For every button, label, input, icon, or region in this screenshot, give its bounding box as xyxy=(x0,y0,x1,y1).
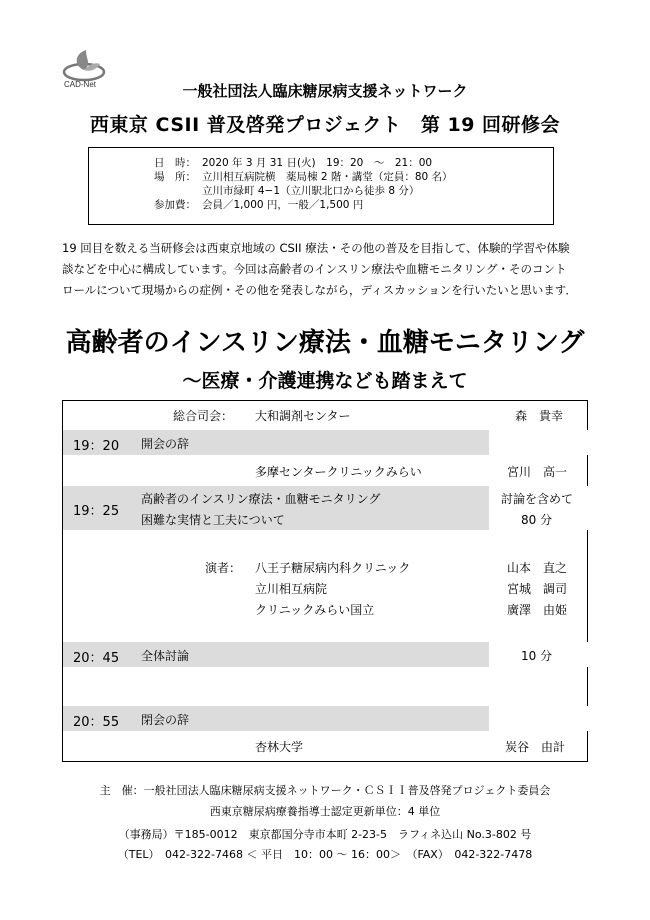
address-row xyxy=(154,184,553,198)
speaker-name: 廣澤 由姫 xyxy=(507,603,568,617)
address-value: 立川市緑町 4−1（立川駅北口から徒歩 8 分） xyxy=(202,185,420,197)
organization-name: 一般社団法人臨床糖尿病支援ネットワーク xyxy=(182,82,468,100)
date-label: 日 時： xyxy=(154,157,196,169)
speaker-org: クリニックみらい国立 xyxy=(255,603,375,617)
logo-text: CAD-Net xyxy=(64,80,97,89)
intro-line: 19 回目を数える当研修会は西東京地域の CSII 療法・その他の普及を目指して、体験的学習や体験 xyxy=(62,241,570,255)
fee-value: 会員／1,000 円，一般／1,500 円 xyxy=(202,199,364,211)
footer-office: （事務局）〒185-0012 東京都国分寺市本町 2-23-5 ラフィネ込山 No.3-802 号 xyxy=(118,828,532,841)
closing-org: 杏林大学 xyxy=(255,740,304,754)
opening-title: 開会の辞 xyxy=(141,437,190,451)
lecture-note: 討論を含めて xyxy=(501,492,574,506)
program-table xyxy=(62,400,588,762)
lecture-title-line2: 困難な実情と工夫について xyxy=(141,513,285,527)
speakers-label: 演者： xyxy=(205,561,242,575)
place-value: 立川相互病院横 薬局棟 2 階・講堂（定員：80 名） xyxy=(202,171,453,183)
project-title: 西東京 CSII 普及啓発プロジェクト 第 19 回研修会 xyxy=(89,114,561,136)
intro-line: ロールについて現場からの症例・その他を発表しながら，ディスカッションを行いたいと思います． xyxy=(62,283,577,297)
fee-label: 参加費： xyxy=(154,199,196,211)
subtitle: ～医療・介護連携なども踏まえて xyxy=(182,370,468,392)
time-opening: 19：20 xyxy=(73,439,120,454)
main-title: 高齢者のインスリン療法・血糖モニタリング xyxy=(65,328,585,358)
event-info-box xyxy=(88,147,554,225)
place-label: 場 所： xyxy=(154,171,196,183)
time-discussion: 20：45 xyxy=(73,651,120,666)
time-lecture: 19：25 xyxy=(73,504,120,519)
opening-org: 多摩センタークリニックみらい xyxy=(255,465,422,479)
date-value: 2020 年 3 月 31 日(火) 19：20 ～ 21：00 xyxy=(202,157,433,169)
speaker-name: 宮城 調司 xyxy=(507,582,568,596)
discussion-title: 全体討論 xyxy=(141,649,190,663)
discussion-duration: 10 分 xyxy=(521,649,553,663)
footer-contact: （TEL） 042-322-7468 ＜ 平日 10：00 ～ 16：00＞ （FAX） 042-322-7478 xyxy=(117,848,533,861)
time-closing: 20：55 xyxy=(73,715,120,730)
footer-credit: 西東京糖尿病療養指導士認定更新単位：4 単位 xyxy=(209,805,441,818)
place-row xyxy=(154,170,553,184)
date-row xyxy=(154,156,553,170)
speaker-org: 立川相互病院 xyxy=(255,582,328,596)
chair-name: 森 貴幸 xyxy=(515,409,564,423)
chair-org: 大和調剤センター xyxy=(255,409,351,423)
footer-host: 主 催：一般社団法人臨床糖尿病支援ネットワーク・ＣＳＩＩ普及啓発プロジェクト委員会 xyxy=(99,784,551,797)
chair-label: 総合司会： xyxy=(173,409,234,423)
lecture-duration: 80 分 xyxy=(521,513,553,527)
opening-name: 宮川 高一 xyxy=(507,465,568,479)
speaker-org: 八王子糖尿病内科クリニック xyxy=(255,561,411,575)
intro-paragraph xyxy=(62,238,598,301)
closing-title: 閉会の辞 xyxy=(141,713,190,727)
intro-line: 談などを中心に構成しています。今回は高齢者のインスリン療法や血糖モニタリング・そのコント xyxy=(62,262,567,276)
closing-name: 炭谷 由計 xyxy=(505,740,566,754)
fee-row xyxy=(154,198,553,212)
lecture-title-line1: 高齢者のインスリン療法・血糖モニタリング xyxy=(141,492,381,506)
speaker-name: 山本 直之 xyxy=(507,561,568,575)
